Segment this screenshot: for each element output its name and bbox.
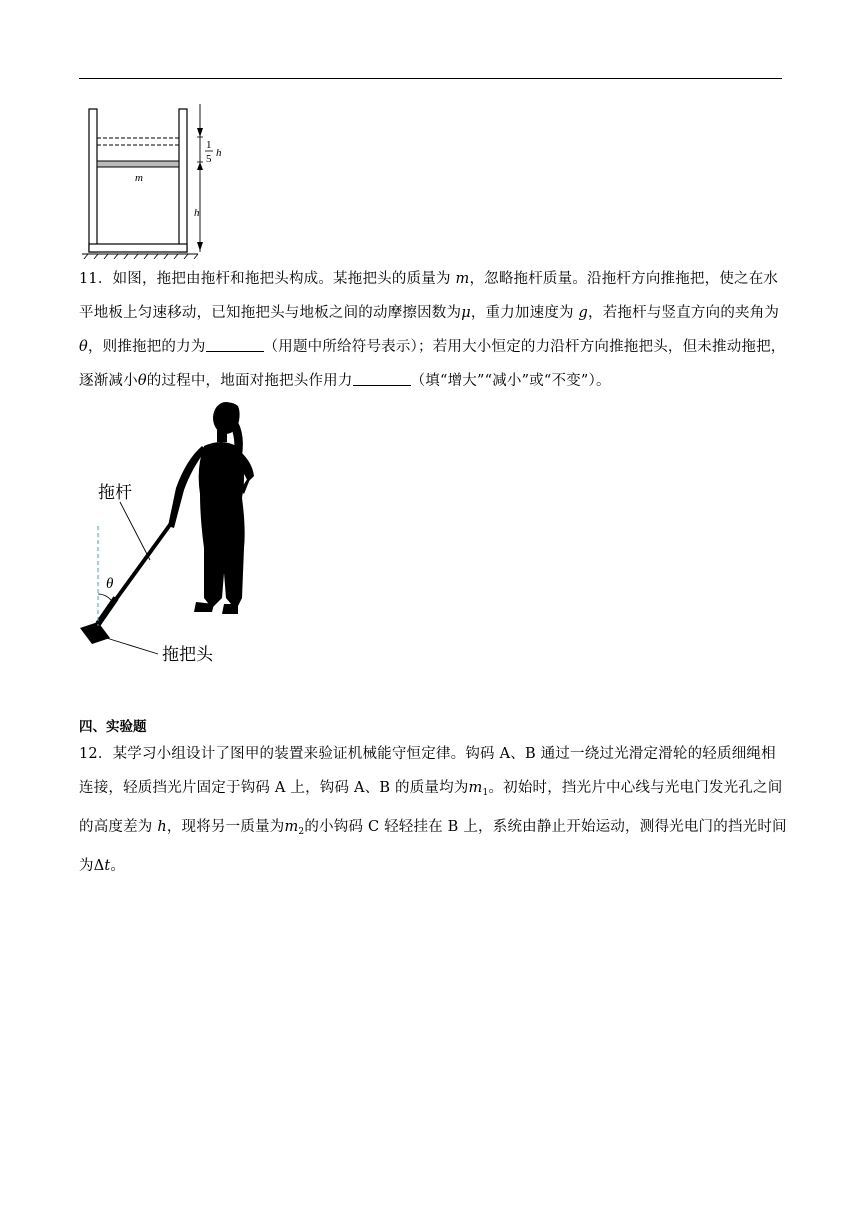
question-text: 的过程中，地面对拖把头作用力 bbox=[146, 373, 353, 389]
mop-figure bbox=[76, 398, 276, 670]
section-title: 四、实验题 bbox=[79, 719, 147, 735]
question-text: 如图，拖把由拖杆和拖把头构成。某拖把头的质量为 bbox=[112, 271, 456, 287]
header-rule bbox=[79, 78, 782, 79]
question-text: 的小钩码 C 轻轻挂在 B 上，系统由静止开始运动，测得光电门的挡光时间为 bbox=[79, 819, 787, 874]
variable-theta: θ bbox=[79, 339, 88, 355]
theta-label: θ bbox=[106, 576, 114, 592]
fraction-denominator: 5 bbox=[206, 153, 212, 165]
variable-mu: μ bbox=[461, 305, 471, 321]
question-text: （用题中所给符号表示）；若用大小恒定的力沿杆方向推拖把头，但未推动拖把，逐渐减小 bbox=[79, 339, 786, 389]
question-12 bbox=[79, 737, 789, 883]
answer-blank[interactable] bbox=[353, 371, 411, 386]
variable-h: h bbox=[157, 819, 167, 835]
question-number: 12． bbox=[79, 746, 113, 762]
variable-m2: m bbox=[284, 819, 299, 835]
mass-label: m bbox=[135, 172, 143, 184]
variable-m1: m bbox=[468, 780, 483, 796]
cylinder-figure bbox=[80, 104, 240, 259]
variable-m: m bbox=[455, 271, 470, 287]
question-text: 。 bbox=[110, 858, 126, 874]
fraction-numerator: 1 bbox=[206, 139, 212, 151]
variable-t: t bbox=[104, 858, 111, 874]
variable-g: g bbox=[578, 305, 589, 321]
question-text: ，若拖杆与竖直方向的夹角为 bbox=[588, 305, 780, 321]
mop-head bbox=[80, 622, 110, 644]
question-text: 。初始时，挡光片中心线与光电门发光孔之间的高度差为 bbox=[79, 780, 783, 835]
question-text: 某学习小组设计了图甲的装置来验证机械能守恒定律。钩码 A、B 通过一绕过光滑定滑轮的轻质细绳相连接，轻质挡光片固定于钩码 A 上，钩码 A、B 的质量均为 bbox=[79, 746, 776, 796]
delta-symbol: Δ bbox=[93, 858, 105, 874]
person-silhouette bbox=[168, 402, 254, 614]
question-number: 11． bbox=[79, 271, 113, 287]
variable-theta: θ bbox=[137, 373, 147, 389]
fraction-variable: h bbox=[216, 147, 222, 159]
question-text: ，现将另一质量为 bbox=[166, 819, 285, 835]
mop-head-label: 拖把头 bbox=[162, 645, 213, 665]
mop-rod-label: 拖杆 bbox=[98, 483, 132, 503]
question-text: ，忽略拖杆质量。沿拖杆方向推拖把，使之在水平地板上匀速移动，已知拖把头与地板之间的动摩擦因数为 bbox=[79, 271, 779, 321]
subscript: 2 bbox=[298, 827, 305, 837]
question-text: ，则推拖把的力为 bbox=[87, 339, 206, 355]
question-text: ，重力加速度为 bbox=[470, 305, 579, 321]
question-11 bbox=[79, 262, 789, 398]
question-text: （填“增大”“减小”或“不变”）。 bbox=[410, 373, 611, 389]
height-label: h bbox=[194, 207, 200, 219]
subscript: 1 bbox=[482, 788, 489, 798]
answer-blank[interactable] bbox=[206, 337, 264, 352]
